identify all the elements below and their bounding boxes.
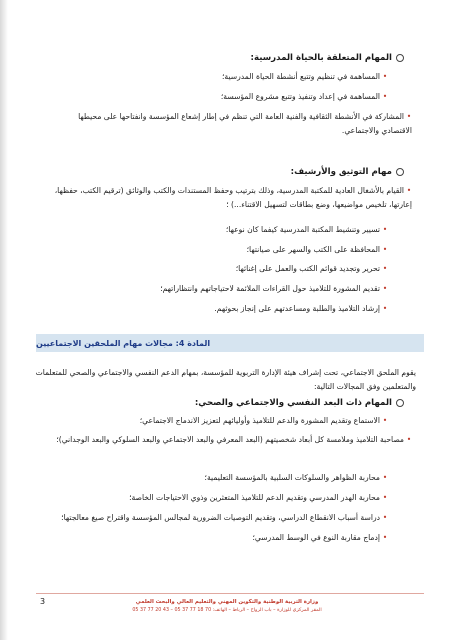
list-item: •المساهمة في إعداد وتنفيذ وتتبع مشروع المؤسسة؛ <box>58 90 388 104</box>
documentation-heading: مهام التوثيق والأرشيف: <box>291 167 404 177</box>
bullet-icon: • <box>382 304 388 313</box>
list-item: •المحافظة على الكتب والسهر على صيانتها؛ <box>58 243 388 257</box>
bullet-icon: • <box>382 264 388 273</box>
bullet-icon: • <box>382 513 388 522</box>
support-heading: المهام ذات البعد النفسي والاجتماعي والصحي: <box>195 398 404 408</box>
bullet-icon: • <box>382 493 388 502</box>
ministry-address: المقر المركزي للوزارة – باب الرواح – الرباط – الهاتف: 70 18 77 37 05 – 43 20 77 37 05 <box>132 608 322 613</box>
article-title-bar <box>36 334 424 352</box>
list-item: •محاربة الهدر المدرسي وتقديم الدعم للتلاميذ المتعثرين وذوي الاحتياجات الخاصة؛ <box>58 491 388 505</box>
list-item: •تسيير وتنشيط المكتبة المدرسية كيفما كان نوعها؛ <box>58 223 388 237</box>
bullet-icon: • <box>382 284 388 293</box>
page-number: 3 <box>40 597 46 606</box>
article-title: المادة 4: مجالات مهام الملحقين الاجتماعيين <box>36 338 211 348</box>
list-item: •الاستماع وتقديم المشورة والدعم للتلاميذ وأوليائهم لتعزيز الاندماج الاجتماعي؛ <box>58 414 388 428</box>
list-item: •إدماج مقاربة النوع في الوسط المدرسي؛ <box>58 531 388 545</box>
bullet-icon: • <box>382 225 388 234</box>
bullet-icon: • <box>382 416 388 425</box>
list-item: •تقديم المشورة للتلاميذ حول القراءات الملائمة لاحتياجاتهم وانتظاراتهم؛ <box>58 282 388 296</box>
bullet-icon: • <box>382 72 388 81</box>
list-item: •المساهمة في تنظيم وتتبع أنشطة الحياة المدرسية؛ <box>58 70 388 84</box>
list-item: •المشاركة في الأنشطة الثقافية والفنية العامة التي تنظم في إطار إشعاع المؤسسة وانفتاحها على محيطها الاقتصادي والاجتماعي. <box>78 112 412 135</box>
bullet-icon: • <box>406 435 412 444</box>
bullet-icon: • <box>382 533 388 542</box>
list-item: •دراسة أسباب الانقطاع الدراسي، وتقديم التوصيات الضرورية لمجالس المؤسسة واقتراح صيغ معالجتها؛ <box>58 511 388 525</box>
article-intro: يقوم الملحق الاجتماعي، تحت إشراف هيئة الإدارة التربوية للمؤسسة، بمهام الدعم النفسي والاجتماعي والصحي للمتعلمات والمتعلمين وفق المجالات التالية: <box>35 368 416 391</box>
bullet-icon: • <box>382 473 388 482</box>
school-life-heading: المهام المتعلقة بالحياة المدرسية: <box>251 53 404 63</box>
list-item: •مصاحبة التلاميذ وملامسة كل أبعاد شخصيتهم (البعد المعرفي والبعد الاجتماعي والبعد السلوكي والبعد الوجداني)؛ <box>46 433 412 447</box>
bullet-icon: • <box>406 112 412 121</box>
bullet-icon: • <box>382 245 388 254</box>
list-item: •تحرير وتجديد قوائم الكتب والعمل على إغنائها؛ <box>58 262 388 276</box>
list-item: •إرشاد التلاميذ والطلبة ومساعدتهم على إنجاز بحوثهم. <box>58 302 388 316</box>
footer-divider <box>36 593 424 594</box>
scan-shadow <box>0 0 8 640</box>
bullet-icon: • <box>406 186 412 195</box>
list-item: •محاربة الظواهر والسلوكات السلبية بالمؤسسة التعليمية؛ <box>58 471 388 485</box>
circle-bullet-icon <box>396 54 404 62</box>
circle-bullet-icon <box>396 399 404 407</box>
ministry-name: وزارة التربية الوطنية والتكوين المهني والتعليم العالي والبحث العلمي <box>135 599 319 605</box>
list-item: •القيام بالأشغال العادية للمكتبة المدرسية، وذلك بترتيب وحفظ المستندات والكتب والوثائق (ترقيم الكتب، حفظها، إعارتها، تلخيص مواضيعها، وضع بطاقات لتسهيل الاقتناء...) ؛ <box>54 186 412 209</box>
bullet-icon: • <box>382 92 388 101</box>
circle-bullet-icon <box>396 168 404 176</box>
